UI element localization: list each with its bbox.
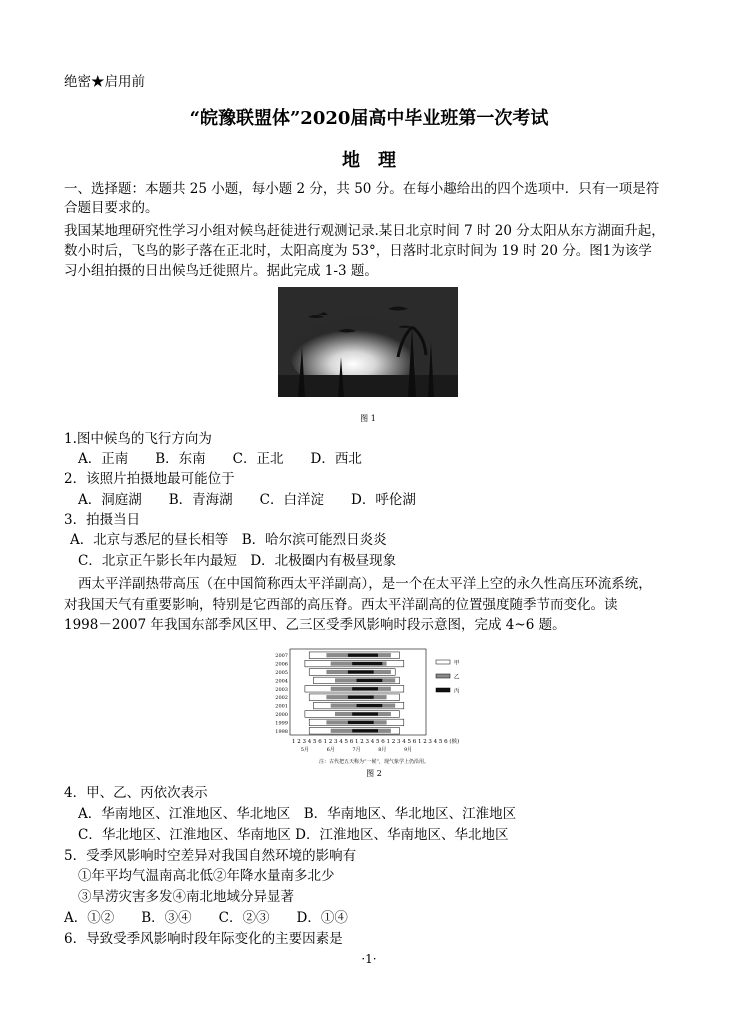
confidential-label: 绝密★启用前 (64, 74, 145, 90)
month-label: 7月 (352, 747, 361, 753)
bar-丙-2006 (352, 662, 382, 665)
exam-title: “皖豫联盟体”2020届高中毕业班第一次考试 (189, 108, 549, 129)
bar-丙-2000 (352, 712, 378, 715)
q2-options: A．洞庭湖 B．青海湖 C．白洋淀 D．呼伦湖 (78, 492, 416, 508)
y-tick-label: 2001 (275, 703, 288, 710)
y-tick-label: 1999 (275, 720, 288, 727)
q2-stem: 2．该照片拍摄地最可能位于 (64, 471, 235, 487)
figure2-note: 注：古代把五天称为“一候”，现气象学上仍沿用。 (318, 759, 430, 765)
legend-swatch-乙 (436, 674, 450, 678)
bar-丙-2001 (357, 704, 383, 707)
legend-swatch-丙 (436, 688, 450, 692)
page-number: ·1· (361, 952, 377, 966)
bar-丙-2002 (348, 696, 374, 699)
y-tick-label: 2004 (275, 678, 288, 685)
legend-swatch-甲 (436, 660, 450, 664)
month-label: 5月 (300, 747, 309, 753)
q4-stem: 4．甲、乙、丙依次表示 (64, 785, 208, 801)
passage1-line3: 习小组拍摄的日出候鸟迁徙照片。据此完成 1-3 题。 (64, 263, 378, 279)
q6-stem: 6．导致受季风影响时段年际变化的主要因素是 (64, 931, 343, 947)
section-instruction-line2: 合题目要求的。 (64, 200, 159, 216)
x-tick-labels: 1 2 3 4 5 6 1 2 3 4 5 6 1 2 3 4 5 6 1 2 3 4 5 6 1 2 3 4 5 6 (候) (292, 739, 460, 745)
q4-options-ab: A．华南地区、江淮地区、华北地区 B．华南地区、华北地区、江淮地区 (78, 806, 517, 822)
section-instruction-line1: 一、选择题：本题共 25 小题，每小题 2 分，共 50 分。在每小趣给出的四个选项中．只有一项是符 (64, 181, 660, 197)
q4-options-cd: C．华北地区、江淮地区、华南地区 D．江淮地区、华南地区、华北地区 (78, 827, 509, 843)
bar-丙-1998 (352, 729, 378, 732)
q1-stem: 1.图中候鸟的飞行方向为 (64, 431, 212, 447)
y-tick-label: 2007 (275, 653, 288, 660)
subject-title: 地 理 (342, 150, 396, 171)
y-tick-label: 2003 (275, 686, 288, 693)
figure1-caption: 图 1 (360, 414, 376, 423)
q3-stem: 3．拍摄当日 (64, 512, 141, 528)
bar-丙-2003 (352, 687, 378, 690)
q5-options: A．①② B．③④ C．②③ D．①④ (64, 910, 348, 926)
q5-stem: 5．受季风影响时空差异对我国自然环境的影响有 (64, 848, 357, 864)
y-tick-label: 2002 (275, 695, 288, 702)
passage2-line1: 西太平洋副热带高压（在中国简称西太平洋副高），是一个在太平洋上空的永久性高压环流系统， (78, 576, 652, 592)
monsoon-period-chart (268, 645, 480, 775)
passage2-line2: 对我国天气有重要影响，特别是它西部的高压脊。西太平洋副高的位置强度随季节而变化。读 (64, 597, 618, 613)
y-tick-label: 2006 (275, 661, 288, 668)
y-tick-label: 2005 (275, 670, 288, 676)
bar-丙-1999 (348, 721, 374, 724)
legend-label-甲: 甲 (454, 660, 460, 667)
q5-items-34: ③旱涝灾害多发④南北地域分异显著 (78, 889, 294, 905)
month-label: 9月 (404, 747, 413, 753)
q3-options-cd: C．北京正午影长年内最短 D．北极圈内有极昼现象 (78, 553, 397, 569)
passage1-line2: 数小时后，飞鸟的影子落在正北时，太阳高度为 53°，日落时北京时间为 19 时 20 分。图1为该学 (64, 243, 652, 259)
legend-label-丙: 丙 (454, 688, 460, 695)
legend-label-乙: 乙 (454, 674, 460, 681)
passage2-line3: 1998－2007 年我国东部季风区甲、乙三区受季风影响时段示意图，完成 4~6 题。 (64, 617, 566, 633)
q3-options-ab: A．北京与悉尼的昼长相等 B．哈尔滨可能烈日炎炎 (70, 532, 387, 548)
passage1-line1: 我国某地理研究性学习小组对候鸟赶徒进行观测记录.某日北京时间 7 时 20 分太阳从东方湖面升起， (64, 223, 665, 239)
sunrise-birds-photo (278, 287, 458, 397)
y-tick-label: 2000 (275, 712, 288, 718)
figure2-chart (268, 645, 480, 775)
q5-items-12: ①年平均气温南高北低②年降水量南多北少 (78, 868, 335, 884)
y-tick-label: 1998 (275, 728, 288, 735)
month-label: 8月 (378, 747, 387, 753)
q1-options: A．正南 B．东南 C．正北 D．西北 (78, 451, 362, 467)
month-label: 6月 (326, 747, 335, 753)
bar-丙-2007 (348, 654, 378, 657)
bar-丙-2005 (348, 670, 374, 673)
figure2-caption: 图 2 (366, 769, 382, 778)
bar-丙-2004 (357, 679, 383, 682)
